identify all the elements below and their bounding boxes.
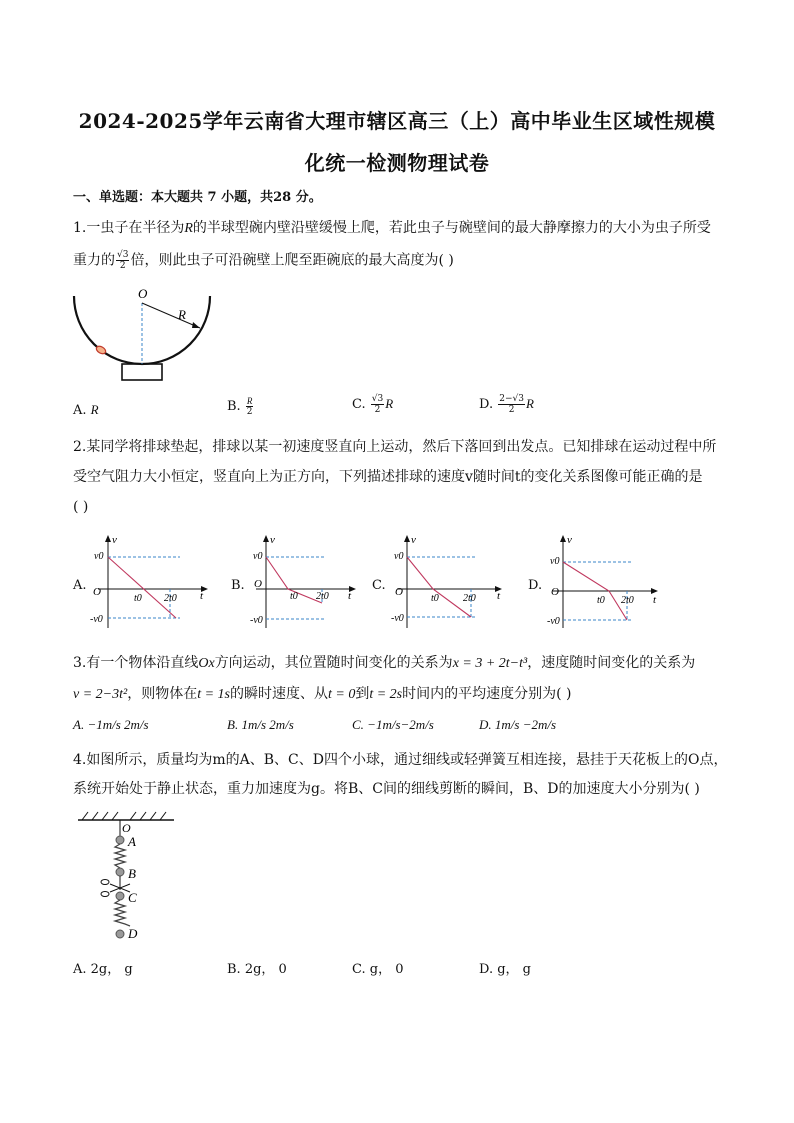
q1-option-d[interactable]: D. $\frac{2-√3}{2}$ R (479, 394, 534, 415)
svg-text:v: v (270, 534, 275, 546)
ceiling-hatch (82, 812, 166, 820)
svg-text:2t0: 2t0 (164, 593, 177, 604)
ball-D (116, 930, 124, 938)
section-header: 一、单选题：本大题共 7 小题，共28 分。 (73, 190, 322, 205)
q1-option-c[interactable]: C. $\frac{√3}{2}$ R (352, 394, 394, 415)
q4-option-d[interactable]: D. g， g (479, 962, 532, 977)
radius-arrowhead (192, 322, 200, 328)
q2-option-d-label[interactable]: D. (528, 578, 543, 593)
svg-text:-v0: -v0 (547, 616, 560, 627)
svg-text:O: O (395, 586, 403, 598)
q2-graph-b (246, 533, 366, 633)
label-R: R (178, 307, 186, 322)
page-title-line2: 化统一检测物理试卷 (304, 151, 490, 175)
q3-option-c[interactable]: C. −1m/s−2m/s (352, 717, 434, 732)
q3-line2: v = 2−3t²，则物体在t = 1s的瞬时速度、从t = 0到t = 2s时间内的平均速度分别为( ) (73, 686, 572, 702)
label-O: O (122, 821, 131, 835)
q3-option-d[interactable]: D. 1m/s −2m/s (479, 717, 557, 732)
label-O: O (138, 286, 148, 301)
q1-text-c: 重力的 (73, 252, 115, 269)
q1-radius-symbol: R (184, 221, 193, 236)
q3-option-a[interactable]: A. −1m/s 2m/s (73, 717, 149, 732)
q3-line1: 3.有一个物体沿直线Ox方向运动，其位置随时间变化的关系为x = 3 + 2t−t³，速度随时间变化的关系为 (73, 655, 696, 671)
svg-text:v0: v0 (94, 551, 104, 562)
q2-graph-a (88, 533, 208, 633)
q4-option-a[interactable]: A. 2g， g (73, 962, 133, 977)
q2-option-b-label[interactable]: B. (231, 578, 245, 593)
q4-line2: 系统开始处于静止状态，重力加速度为g。将B、C间的细线剪断的瞬间，B、D的加速度大小分别为( ) (73, 781, 700, 797)
ball-B (116, 868, 124, 876)
radius-line (142, 303, 200, 328)
page-title-line1: 2024-2025学年云南省大理市辖区高三（上）高中毕业生区域性规模 (78, 109, 716, 133)
svg-text:t0: t0 (290, 591, 298, 602)
velocity-line (108, 557, 176, 618)
q4-option-b[interactable]: B. 2g， 0 (227, 962, 287, 977)
svg-text:v0: v0 (550, 556, 560, 567)
spring-AB (115, 844, 125, 868)
svg-text:O: O (93, 586, 101, 598)
svg-text:v: v (411, 534, 416, 546)
q1-text-d: 倍，则此虫子可沿碗壁上爬至距碗底的最大高度为( ) (130, 252, 454, 269)
q2-line1: 2.某同学将排球垫起，排球以某一初速度竖直向上运动，然后下落回到出发点。已知排球在运动过程中所 (73, 439, 717, 455)
q1-line1 (73, 218, 711, 239)
label-D: D (128, 926, 138, 941)
q1-text-b: 的半球型碗内壁沿壁缓慢上爬，若此虫子与碗壁间的最大静摩擦力的大小为虫子所受 (192, 220, 711, 236)
svg-text:O: O (551, 586, 559, 598)
svg-text:v: v (112, 534, 117, 546)
q4-line1: 4.如图所示，质量均为m的A、B、C、D四个小球，通过细线或轻弹簧互相连接，悬挂于天花板上的O点， (73, 752, 728, 768)
q2-line3: ( ) (73, 499, 89, 515)
svg-text:t: t (200, 590, 204, 602)
svg-text:v0: v0 (394, 551, 404, 562)
q1-option-b[interactable]: B. $\frac{R}{2}$ (227, 396, 253, 417)
label-C: C (128, 890, 137, 905)
ball-A (116, 836, 124, 844)
q1-option-a[interactable]: A. R (73, 402, 99, 418)
q4-spring-figure (72, 810, 182, 945)
q2-graph-c (387, 533, 512, 633)
svg-text:-v0: -v0 (90, 614, 103, 625)
svg-text:t: t (497, 590, 501, 602)
q2-option-c-label[interactable]: C. (372, 578, 386, 593)
label-A: A (128, 834, 136, 849)
q4-option-c[interactable]: C. g， 0 (352, 962, 404, 977)
velocity-line (407, 557, 471, 617)
svg-text:t: t (653, 594, 657, 606)
q2-graph-d (543, 533, 668, 633)
svg-text:2t0: 2t0 (463, 593, 476, 604)
q3-option-b[interactable]: B. 1m/s 2m/s (227, 717, 294, 732)
svg-text:v: v (567, 534, 572, 546)
svg-text:v0: v0 (253, 551, 263, 562)
q1-line2 (73, 250, 454, 271)
svg-text:t0: t0 (134, 593, 142, 604)
bowl-stand (122, 364, 162, 380)
ball-C (116, 892, 124, 900)
svg-text:-v0: -v0 (391, 613, 404, 624)
q1-text-a: 1.一虫子在半径为 (73, 220, 185, 236)
label-B: B (128, 866, 136, 881)
svg-text:-v0: -v0 (250, 615, 263, 626)
svg-text:t: t (348, 590, 352, 602)
q2-line2: 受空气阻力大小恒定，竖直向上为正方向，下列描述排球的速度v随时间t的变化关系图像可能正确的是 (73, 469, 703, 485)
svg-text:t0: t0 (431, 593, 439, 604)
svg-text:2t0: 2t0 (316, 591, 329, 602)
q1-fraction: $\frac{√3}{2}$ (117, 250, 129, 271)
svg-text:2t0: 2t0 (621, 595, 634, 606)
svg-text:t0: t0 (597, 595, 605, 606)
svg-text:O: O (254, 578, 262, 590)
q1-bowl-figure (66, 282, 226, 388)
q2-option-a-label[interactable]: A. (73, 578, 87, 593)
